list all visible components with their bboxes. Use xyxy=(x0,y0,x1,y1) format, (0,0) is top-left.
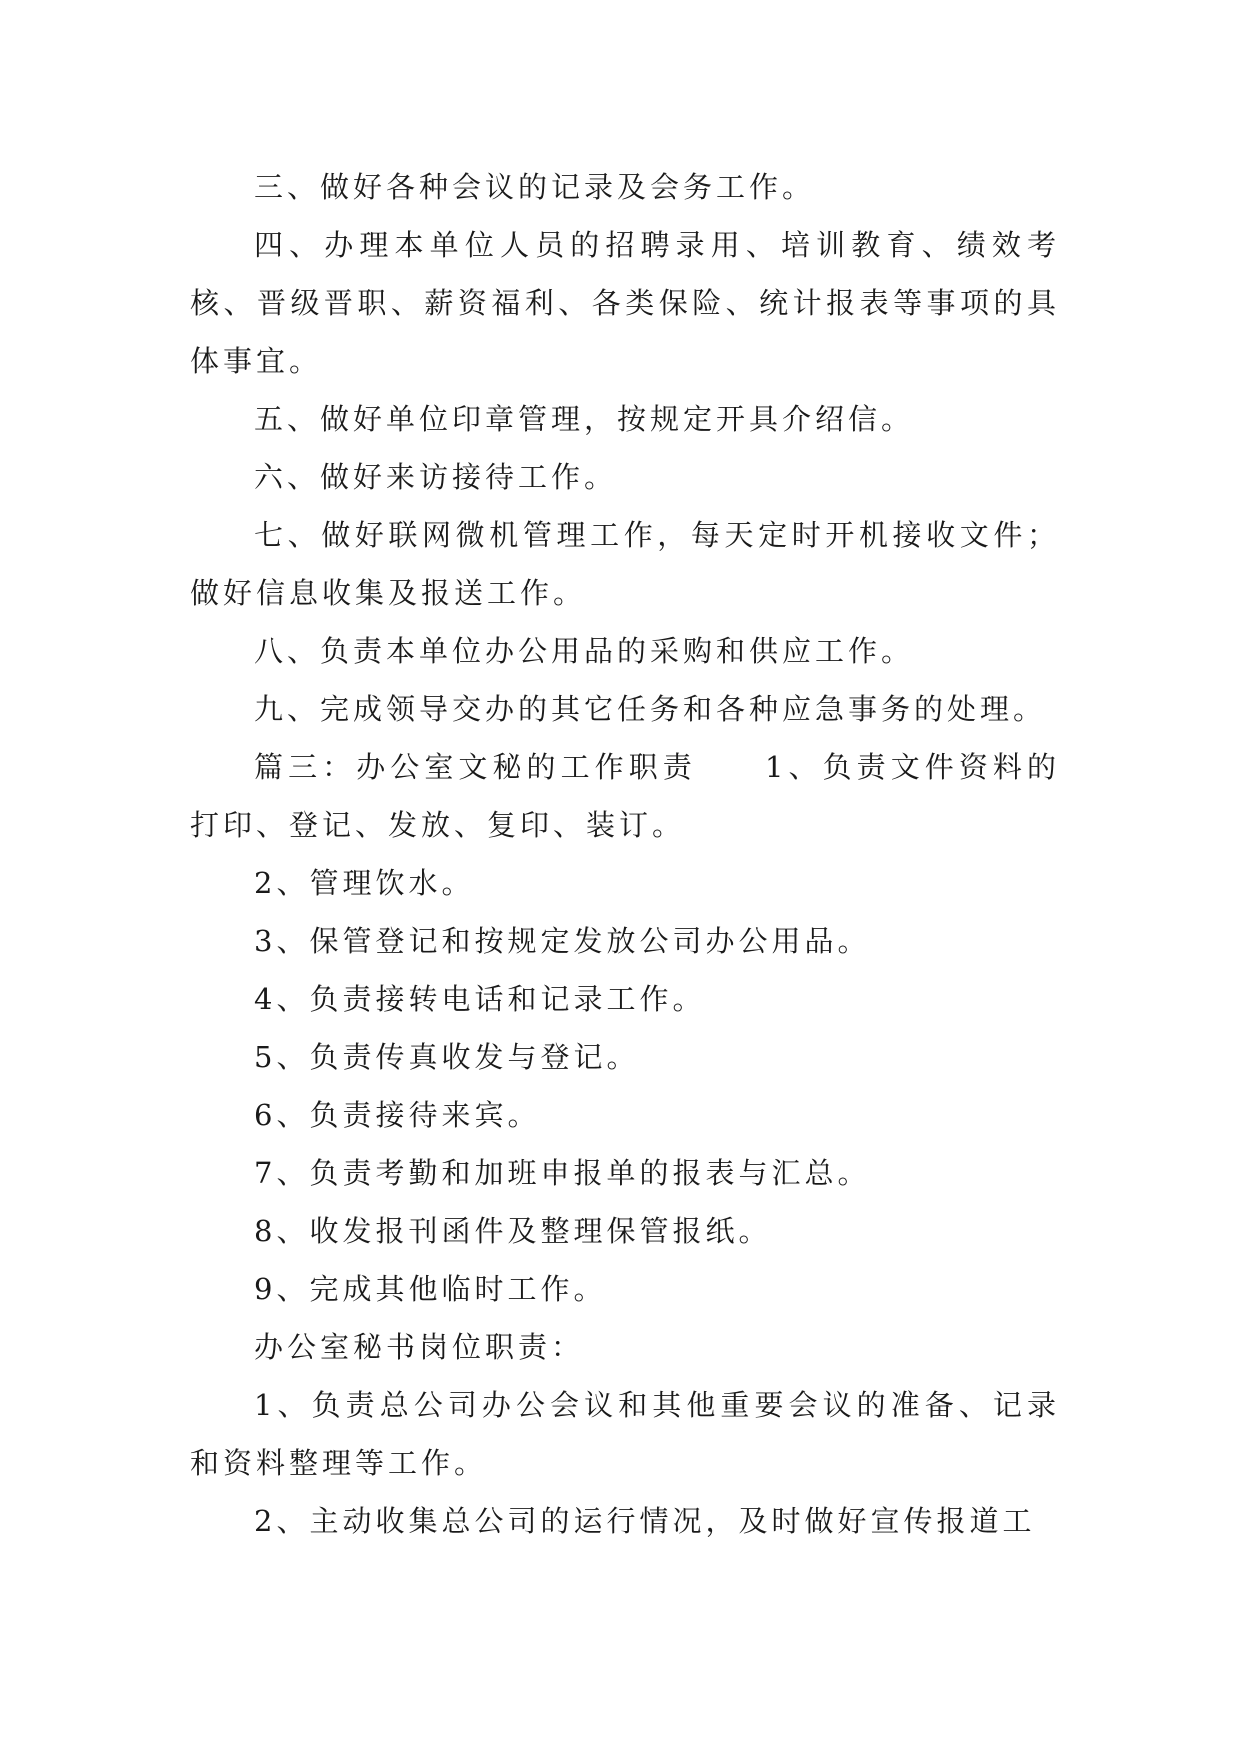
secretary-duty-item-2: 2、主动收集总公司的运行情况，及时做好宣传报道工 xyxy=(254,1504,1036,1538)
secretary-section-heading: 办公室秘书岗位职责： xyxy=(254,1330,585,1364)
duty-item-2: 2、管理饮水。 xyxy=(254,866,475,900)
duty-item-5: 5、负责传真收发与登记。 xyxy=(254,1040,640,1074)
paragraph-item-7: 七、做好联网微机管理工作，每天定时开机接收文件；做好信息收集及报送工作。 xyxy=(190,518,1060,610)
secretary-duty-item-1: 1、负责总公司办公会议和其他重要会议的准备、记录和资料整理等工作。 xyxy=(190,1388,1060,1480)
duty-item-7: 7、负责考勤和加班申报单的报表与汇总。 xyxy=(254,1156,871,1190)
duty-item-8: 8、收发报刊函件及整理保管报纸。 xyxy=(254,1214,772,1248)
paragraph-item-9: 九、完成领导交办的其它任务和各种应急事务的处理。 xyxy=(254,692,1047,726)
paragraph-item-8: 八、负责本单位办公用品的采购和供应工作。 xyxy=(254,634,915,668)
duty-item-3: 3、保管登记和按规定发放公司办公用品。 xyxy=(254,924,871,958)
duty-item-6: 6、负责接待来宾。 xyxy=(254,1098,541,1132)
paragraph-item-3: 三、做好各种会议的记录及会务工作。 xyxy=(254,170,816,204)
section-heading-part-three: 篇三：办公室文秘的工作职责 1、负责文件资料的打印、登记、发放、复印、装订。 xyxy=(190,750,1060,842)
duty-item-9: 9、完成其他临时工作。 xyxy=(254,1272,607,1306)
paragraph-item-5: 五、做好单位印章管理，按规定开具介绍信。 xyxy=(254,402,915,436)
paragraph-item-4: 四、办理本单位人员的招聘录用、培训教育、绩效考核、晋级晋职、薪资福利、各类保险、统计报表等事项的具体事宜。 xyxy=(190,228,1060,378)
paragraph-item-6: 六、做好来访接待工作。 xyxy=(254,460,618,494)
duty-item-4: 4、负责接转电话和记录工作。 xyxy=(254,982,706,1016)
document-page xyxy=(190,158,1060,1550)
